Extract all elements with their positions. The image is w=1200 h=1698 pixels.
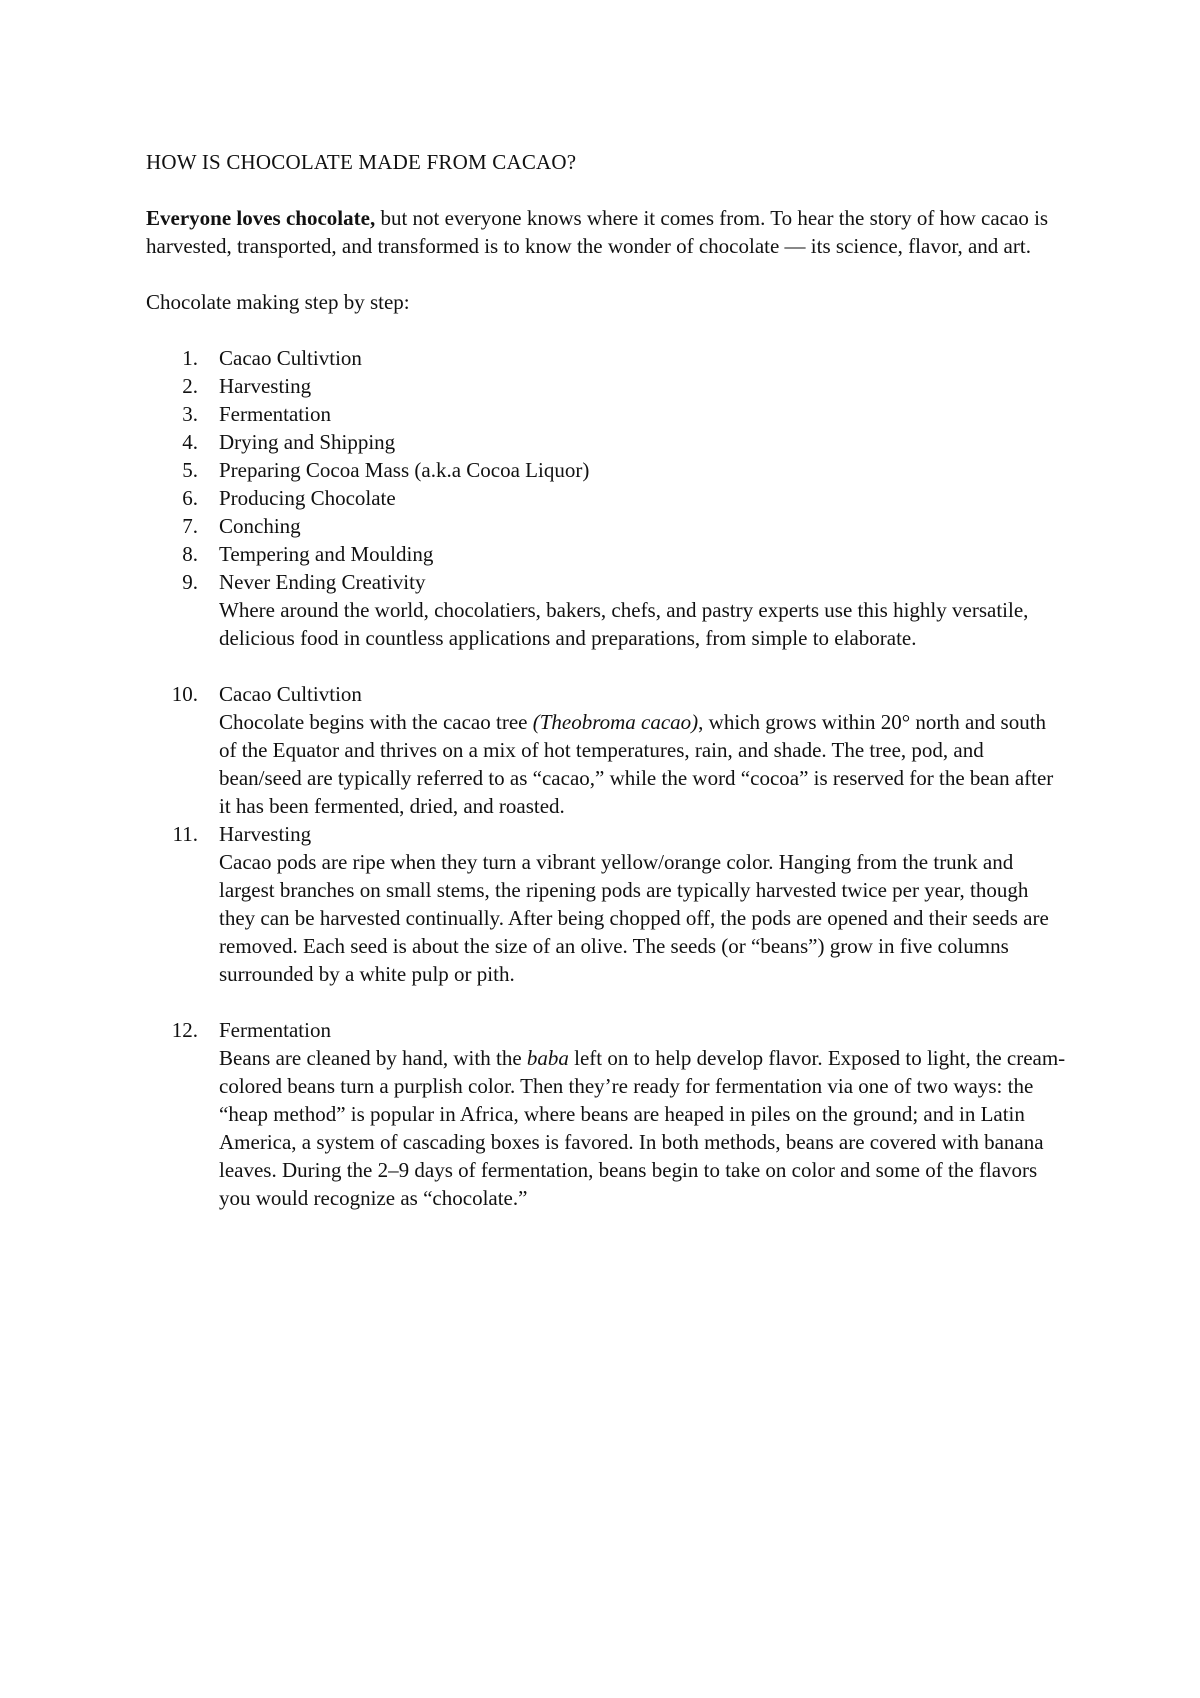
intro-bold-lead: Everyone loves chocolate, [146, 206, 376, 230]
description-italic: baba [526, 1046, 569, 1070]
step-title: Tempering and Moulding [219, 542, 434, 566]
list-item [146, 540, 1066, 568]
step-description [219, 1044, 1066, 1212]
list-item [146, 1016, 1066, 1212]
steps-label: Chocolate making step by step: [146, 290, 410, 314]
list-number: 6. [182, 486, 198, 510]
list-item [146, 512, 1066, 540]
list-item [146, 400, 1066, 428]
step-title: Harvesting [219, 822, 312, 846]
list-number: 8. [182, 542, 198, 566]
step-title: Cacao Cultivtion [219, 682, 362, 706]
description-text: left on to help develop flavor. Exposed to light, the cream-colored beans turn a purplish color. Then they’re ready for fermentation via one of two ways: the “heap method” is popular in Africa, where beans are heaped in piles on the ground; and in Latin America, a system of cascading boxes is favored. In both methods, beans are covered with banana leaves. During the 2–9 days of fermentation, beans begin to take on color and some of the flavors you would recognize as “chocolate.” [219, 1046, 1066, 1210]
description-text: Beans are cleaned by hand, with the [219, 1046, 527, 1070]
list-number: 7. [182, 514, 198, 538]
list-number: 2. [182, 374, 198, 398]
document-body [146, 148, 1066, 1212]
list-item [146, 568, 1066, 652]
intro-text: but not everyone knows where it comes from. To hear the story of how cacao is harvested, transported, and transformed is to know the wonder of chocolate — its science, flavor, and art. [146, 206, 1049, 258]
step-title: Drying and Shipping [219, 430, 396, 454]
step-description: Cacao pods are ripe when they turn a vibrant yellow/orange color. Hanging from the trunk and largest branches on small stems, the ripening pods are typically harvested twice per year, though they can be harvested continually. After being chopped off, the pods are opened and their seeds are removed. Each seed is about the size of an olive. The seeds (or “beans”) grow in five columns surrounded by a white pulp or pith. [219, 850, 1049, 986]
step-title: Producing Chocolate [219, 486, 396, 510]
step-title: Harvesting [219, 374, 312, 398]
list-item [146, 344, 1066, 372]
list-number: 11. [172, 822, 198, 846]
list-number: 12. [171, 1018, 198, 1042]
description-italic: (Theobroma cacao) [532, 710, 699, 734]
page-title: HOW IS CHOCOLATE MADE FROM CACAO? [146, 150, 577, 174]
list-number: 5. [182, 458, 198, 482]
step-title: Conching [219, 514, 301, 538]
list-number: 4. [182, 430, 198, 454]
list-item [146, 372, 1066, 400]
list-item [146, 428, 1066, 456]
list-number: 1. [182, 346, 198, 370]
description-text: , which grows within 20° north and south of the Equator and thrives on a mix of hot temperatures, rain, and shade. The tree, pod, and bean/seed are typically referred to as “cacao,” while the word “cocoa” is reserved for the bean after it has been fermented, dried, and roasted. [219, 710, 1054, 818]
step-title: Fermentation [219, 1018, 331, 1042]
list-item [146, 484, 1066, 512]
list-item [146, 820, 1066, 988]
intro-paragraph [146, 204, 1066, 260]
step-title: Fermentation [219, 402, 331, 426]
steps-list [146, 344, 1066, 1212]
step-title: Never Ending Creativity [219, 570, 426, 594]
step-description [219, 708, 1066, 820]
step-title: Preparing Cocoa Mass (a.k.a Cocoa Liquor) [219, 458, 590, 482]
list-number: 9. [182, 570, 198, 594]
list-number: 3. [182, 402, 198, 426]
list-number: 10. [171, 682, 198, 706]
list-item [146, 680, 1066, 820]
list-item [146, 456, 1066, 484]
step-title: Cacao Cultivtion [219, 346, 362, 370]
step-description: Where around the world, chocolatiers, bakers, chefs, and pastry experts use this highly versatile, delicious food in countless applications and preparations, from simple to elaborate. [219, 598, 1029, 650]
description-text: Chocolate begins with the cacao tree [219, 710, 533, 734]
